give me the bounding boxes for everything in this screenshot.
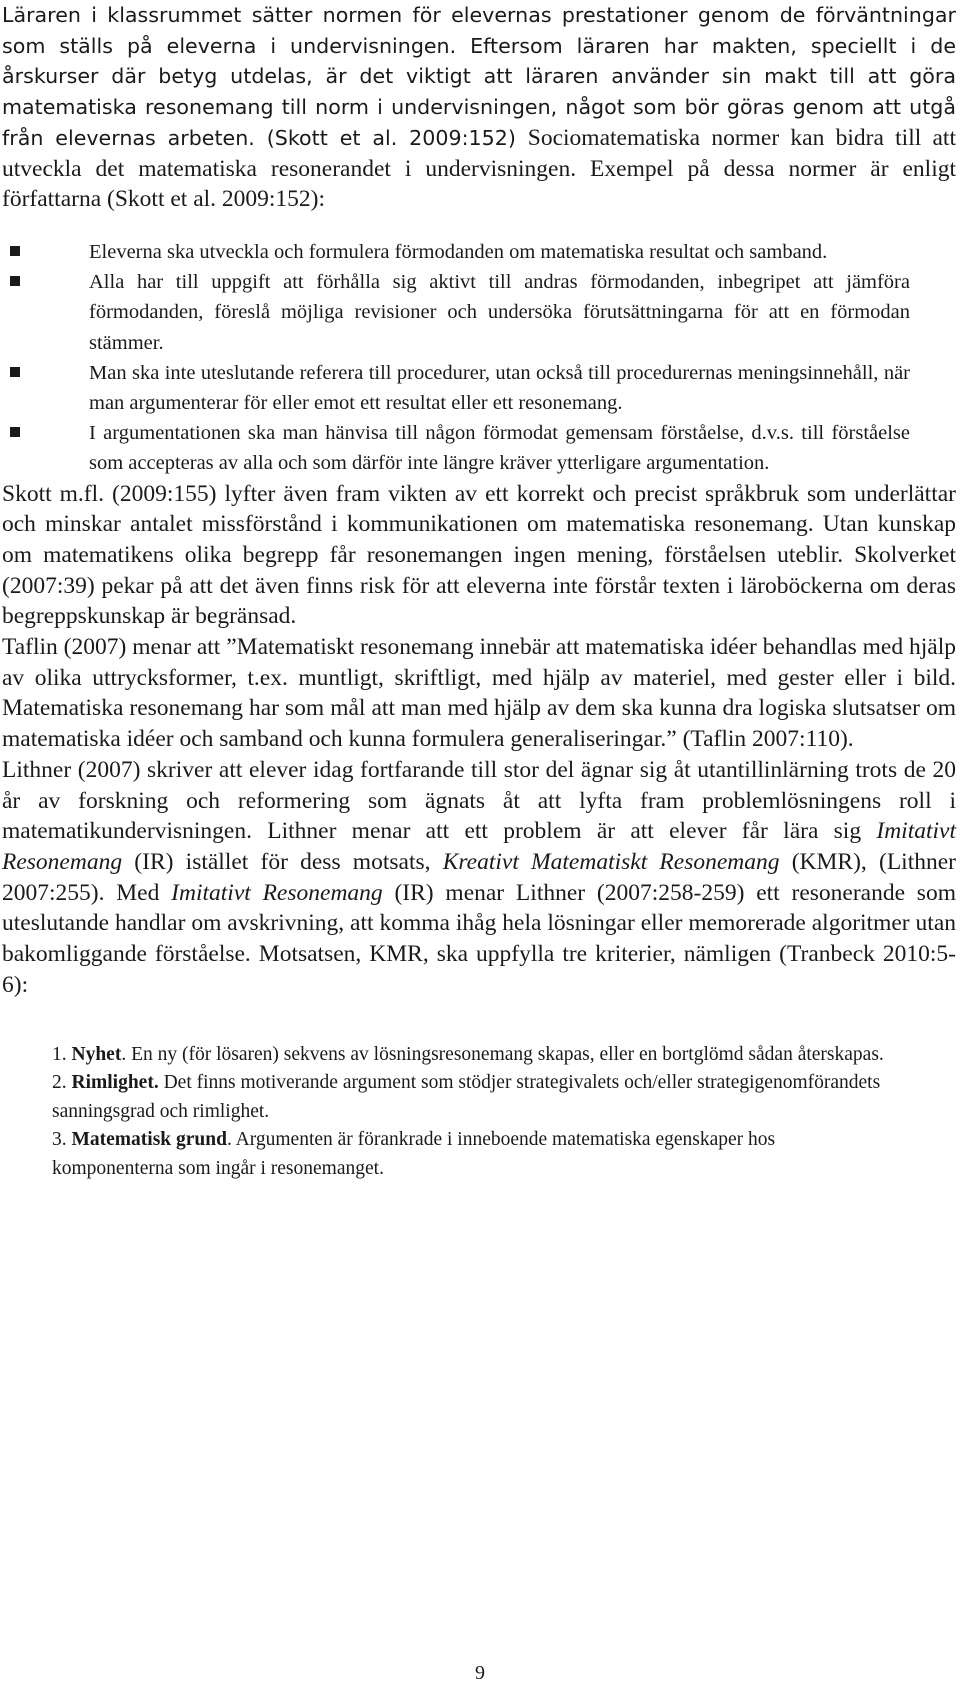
criterion-text: . Argumenten är förankrade i inneboende matematiska egenskaper hos komponenterna som ingår i resonemanget. (52, 1129, 776, 1179)
list-item (2, 418, 956, 478)
bullet-text: I argumentationen ska man hänvisa till någon förmodat gemensam förståelse, d.v.s. till förståelse som accepteras av alla och som därför inte längre kräver ytterligare argumentation. (89, 422, 910, 475)
list-item (2, 1126, 956, 1183)
bullet-text: Eleverna ska utveckla och formulera förmodanden om matematiska resultat och samband. (89, 240, 828, 263)
paragraph-lithner (2, 755, 956, 1001)
criterion-title: Rimlighet. (71, 1072, 159, 1093)
square-bullet-icon (10, 276, 20, 286)
kmr-criteria-list (2, 1041, 956, 1184)
lithner-text-c: (KMR), (Lithner 2007:255). Med (2, 848, 956, 906)
lithner-text-b: (IR) istället för dess motsats, (122, 848, 443, 875)
list-item (2, 1069, 956, 1126)
criterion-title: Nyhet (71, 1043, 122, 1065)
criterion-text: Det finns motiverande argument som stödjer strategivalets och/eller strategigenomförandets sanningsgrad och rimlighet. (52, 1072, 881, 1122)
lithner-term-imitative-2: Imitativt Resonemang (171, 879, 383, 906)
paragraph-teacher-norms-part2: Sociomatematiska normer kan bidra till att utveckla det matematiska resonerandet i undervisningen. Exempel på dessa normer är enligt författarna (Skott et al. 2009:152): (2, 124, 956, 213)
norms-bullet-list (2, 237, 956, 479)
list-item (2, 237, 956, 267)
list-item (2, 267, 956, 358)
criterion-number: 1. (52, 1043, 67, 1065)
square-bullet-icon (10, 427, 20, 437)
lithner-term-imitative: Imitativt Resonemang (2, 818, 956, 875)
paragraph-teacher-norms (2, 0, 956, 215)
bullet-text: Man ska inte uteslutande referera till procedurer, utan också till procedurernas meningsinnehåll, när man argumenterar för eller emot ett resultat eller ett resonemang. (89, 361, 910, 414)
list-item (2, 1041, 956, 1070)
paragraph-teacher-norms-part1: Läraren i klassrummet sätter normen för elevernas prestationer genom de förväntningar som ställs på eleverna i undervisningen. Eftersom läraren har makten, speciellt i de årskurser där betyg utdelas, är det viktigt att läraren använder sin makt till att göra matematiska resonemang till norm i undervisningen, något som bör göras genom att utgå från elevernas arbeten. (Skott et al. 2009:152) (2, 3, 956, 150)
bullet-text: Alla har till uppgift att förhålla sig aktivt till andras förmodanden, inbegripet att jämföra förmodanden, föreslå möjliga revisioner och undersöka förutsättningarna för att en förmodan stämmer. (89, 271, 910, 354)
criterion-text: . En ny (för lösaren) sekvens av lösningsresonemang skapas, eller en bortglömd sådan återskapas. (121, 1043, 884, 1065)
paragraph-language-use: Skott m.fl. (2009:155) lyfter även fram vikten av ett korrekt och precist språkbruk som underlättar och minskar antalet missförstånd i kommunikationen om matematiska resonemang. Utan kunskap om matematikens olika begrepp får resonemangen ingen mening, förståelsen uteblir. Skolverket (2007:39) pekar på att det även finns risk för att eleverna inte förstår texten i läroböckerna om deras begreppskunskap är begränsad. (2, 480, 956, 630)
square-bullet-icon (10, 367, 20, 377)
lithner-text-d: (IR) menar Lithner (2007:258-259) ett resonerande som uteslutande handlar om avskrivning, att komma ihåg hela lösningar eller memorerade algoritmer utan bakomliggande förståelse. Motsatsen, KMR, ska uppfylla tre kriterier, nämligen (Tranbeck 2010:5-6): (2, 879, 956, 998)
page-number: 9 (475, 1662, 485, 1684)
list-item (2, 358, 956, 418)
criterion-number: 2. (52, 1072, 67, 1093)
criterion-number: 3. (52, 1129, 67, 1150)
paragraph-taflin: Taflin (2007) menar att ”Matematiskt resonemang innebär att matematiska idéer behandlas med hjälp av olika uttrycksformer, t.ex. muntligt, skriftligt, med hjälp av materiel, med gester eller i bild. Matematiska resonemang har som mål att man med hjälp av dem ska kunna dra logiska slutsatser om matematiska idéer och samband och kunna formulera generaliseringar.” (Taflin 2007:110). (2, 634, 956, 753)
square-bullet-icon (10, 246, 20, 256)
lithner-term-creative: Kreativt Matematiskt Resonemang (442, 848, 780, 875)
document-page (2, 0, 956, 1183)
criterion-title: Matematisk grund (71, 1129, 227, 1150)
lithner-text-a: Lithner (2007) skriver att elever idag fortfarande till stor del ägnar sig åt utantillinlärning trots de 20 år av forskning och reformering som ägnats åt att lyfta fram problemlösningens roll i matematikundervisningen. Lithner menar att ett problem är att elever får lära sig (2, 756, 956, 845)
